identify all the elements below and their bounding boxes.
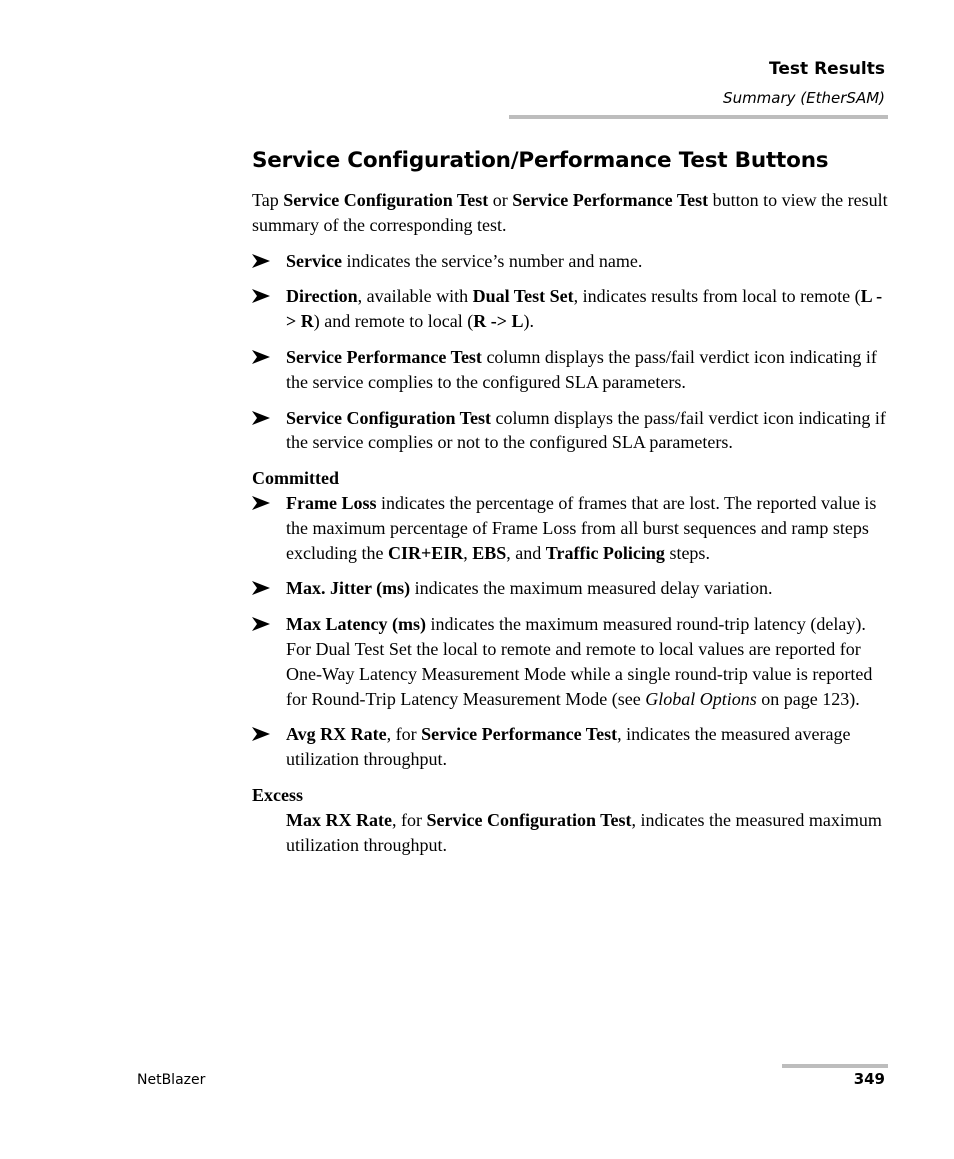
text: column displays the pass/fail verdict icon indicating if the service complies or not to the configured SLA parameters. <box>286 407 886 453</box>
list-item <box>252 491 888 565</box>
arrowhead-bullet-icon <box>252 349 270 365</box>
text: , indicates results from local to remote ( <box>573 286 861 307</box>
bold-term: Service Configuration Test <box>286 407 491 428</box>
bold-term: Dual Test Set <box>472 286 574 307</box>
bold-term: Frame Loss <box>286 492 377 513</box>
bold-term: Service <box>286 250 342 271</box>
section-title: Service Configuration/Performance Test Buttons <box>252 148 829 173</box>
list-item <box>252 345 888 395</box>
bold-term: Service Configuration Test <box>283 190 489 210</box>
list-item <box>252 406 888 456</box>
text: , indicates the measured maximum utilization throughput. <box>286 809 882 855</box>
text: , available with <box>357 286 473 307</box>
text: Tap <box>252 190 284 210</box>
committed-heading: Committed <box>252 468 339 489</box>
excess-paragraph <box>252 808 888 858</box>
bold-term: Max Latency (ms) <box>286 614 426 635</box>
text: indicates the maximum measured delay variation. <box>410 578 773 599</box>
bold-term: Direction <box>286 286 358 307</box>
bold-term: Max. Jitter (ms) <box>286 578 411 599</box>
arrowhead-bullet-icon <box>252 580 270 596</box>
arrowhead-bullet-icon <box>252 288 270 304</box>
header-rule <box>509 115 888 119</box>
footer-rule <box>782 1064 888 1068</box>
arrowhead-bullet-icon <box>252 495 270 511</box>
bold-term: EBS <box>472 542 507 563</box>
page-body <box>252 188 888 857</box>
bold-term: Service Performance Test <box>512 190 709 210</box>
cross-reference-link[interactable]: Global Options <box>645 688 757 709</box>
bold-term: CIR+EIR <box>387 542 464 563</box>
text: , for <box>386 724 422 745</box>
bold-term: R -> L <box>473 311 524 332</box>
text: ). <box>523 311 534 332</box>
list-item <box>252 576 888 601</box>
bold-term: Service Performance Test <box>286 346 482 367</box>
text: indicates the percentage of frames that are lost. The reported value is the maximum percentage of Frame Loss from all burst sequences and ramp steps excluding the <box>286 492 877 563</box>
text: or <box>488 190 513 210</box>
arrowhead-bullet-icon <box>252 726 270 742</box>
footer-product-name: NetBlazer <box>137 1072 206 1088</box>
text: button to view the result summary of the corresponding test. <box>252 190 888 235</box>
text: steps. <box>664 542 710 563</box>
text: indicates the maximum measured round-trip latency (delay). For Dual Test Set the local to remote and remote to local values are reported for One-Way Latency Measurement Mode while a single round-trip value is reported for Round-Trip Latency Measurement Mode (see <box>286 614 873 709</box>
page-number: 349 <box>853 1070 885 1088</box>
list-item <box>252 722 888 772</box>
bold-term: Service Configuration Test <box>426 809 632 830</box>
arrowhead-bullet-icon <box>252 410 270 426</box>
bold-term: Traffic Policing <box>545 542 665 563</box>
arrowhead-bullet-icon <box>252 253 270 269</box>
list-item <box>252 612 888 711</box>
bold-term: L -> R <box>286 286 883 332</box>
list-item <box>252 249 888 274</box>
text: indicates the service’s number and name. <box>341 250 643 271</box>
bold-term: Service Performance Test <box>421 724 618 745</box>
bold-term: Max RX Rate <box>286 809 392 830</box>
text: , and <box>506 542 546 563</box>
bold-term: Avg RX Rate <box>286 724 387 745</box>
text: on page 123). <box>756 688 860 709</box>
text: ) and remote to local ( <box>313 311 474 332</box>
text: , for <box>391 809 427 830</box>
header-title: Test Results <box>769 59 885 79</box>
excess-heading: Excess <box>252 784 303 805</box>
header-subtitle: Summary (EtherSAM) <box>723 89 885 107</box>
intro-paragraph <box>252 188 888 238</box>
text: , indicates the measured average utilization throughput. <box>286 724 851 770</box>
list-item <box>252 284 888 334</box>
text: , <box>463 542 473 563</box>
arrowhead-bullet-icon <box>252 616 270 632</box>
text: column displays the pass/fail verdict icon indicating if the service complies to the configured SLA parameters. <box>286 346 877 392</box>
